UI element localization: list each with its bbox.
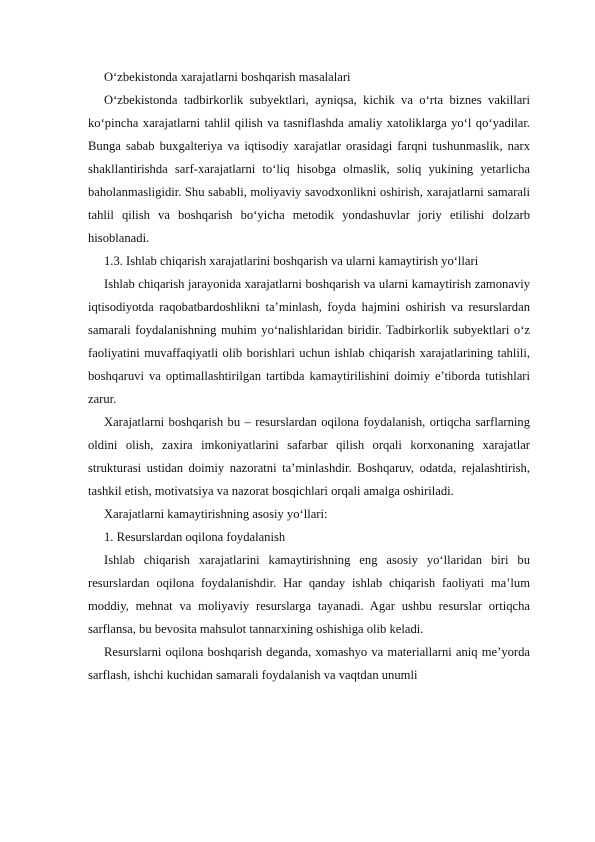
body-paragraph: Resurslarni oqilona boshqarish deganda, xomashyo va materiallarni aniq me’yorda sarflash, ishchi kuchidan samarali foydalanish va vaqtdan unumli: [88, 645, 530, 682]
body-paragraph: O‘zbekistonda tadbirkorlik subyektlari, ayniqsa, kichik va o‘rta biznes vakillari ko‘pincha xarajatlarni tahlil qilish va tasniflashda amaliy xatoliklarga yo‘l qo‘yadilar. Bunga sabab buxgalteriya va iqtisodiy xarajatlar orasidagi farqni tushunmaslik, narx shakllantirishda sarf-xarajatlarni to‘liq hisobga olmaslik, soliq yukining yetarlicha baholanmasligidir. Shu sababli, moliyaviy savodxonlikni oshirish, xarajatlarni samarali tahlil qilish va boshqarish bo‘yicha metodik yondashuvlar joriy etilishi dolzarb hisoblanadi.: [88, 93, 530, 245]
section-heading: O‘zbekistonda xarajatlarni boshqarish masalalari: [104, 70, 351, 84]
list-heading: Xarajatlarni kamaytirishning asosiy yo‘llari:: [104, 507, 328, 521]
body-paragraph: Ishlab chiqarish xarajatlarini kamaytirishning eng asosiy yo‘llaridan biri bu resurslardan oqilona foydalanishdir. Har qanday ishlab chiqarish faoliyati ma’lum moddiy, mehnat va moliyaviy resurslarga tayanadi. Agar ushbu resurslar ortiqcha sarflansa, bu bevosita mahsulot tannarxining oshishiga olib keladi.: [88, 553, 530, 636]
section-heading: 1.3. Ishlab chiqarish xarajatlarini boshqarish va ularni kamaytirish yo‘llari: [104, 254, 479, 268]
document-page: [88, 66, 530, 687]
body-paragraph: Xarajatlarni boshqarish bu – resurslardan oqilona foydalanish, ortiqcha sarflarning oldini olish, zaxira imkoniyatlarini safarbar qilish orqali korxonaning xarajatlar strukturasi ustidan doimiy nazoratni ta’minlashdir. Boshqaruv, odatda, rejalashtirish, tashkil etish, motivatsiya va nazorat bosqichlari orqali amalga oshiriladi.: [88, 415, 530, 498]
list-item-heading: 1. Resurslardan oqilona foydalanish: [104, 530, 286, 544]
body-paragraph: Ishlab chiqarish jarayonida xarajatlarni boshqarish va ularni kamaytirish zamonaviy iqtisodiyotda raqobatbardoshlikni ta’minlash, foyda hajmini oshirish va resurslardan samarali foydalanishning muhim yo‘nalishlaridan biridir. Tadbirkorlik subyektlari o‘z faoliyatini muvaffaqiyatli olib borishlari uchun ishlab chiqarish xarajatlarining tahlili, boshqaruvi va optimallashtirilgan tartibda kamaytirilishini doimiy e’tiborda tutishlari zarur.: [88, 277, 530, 406]
